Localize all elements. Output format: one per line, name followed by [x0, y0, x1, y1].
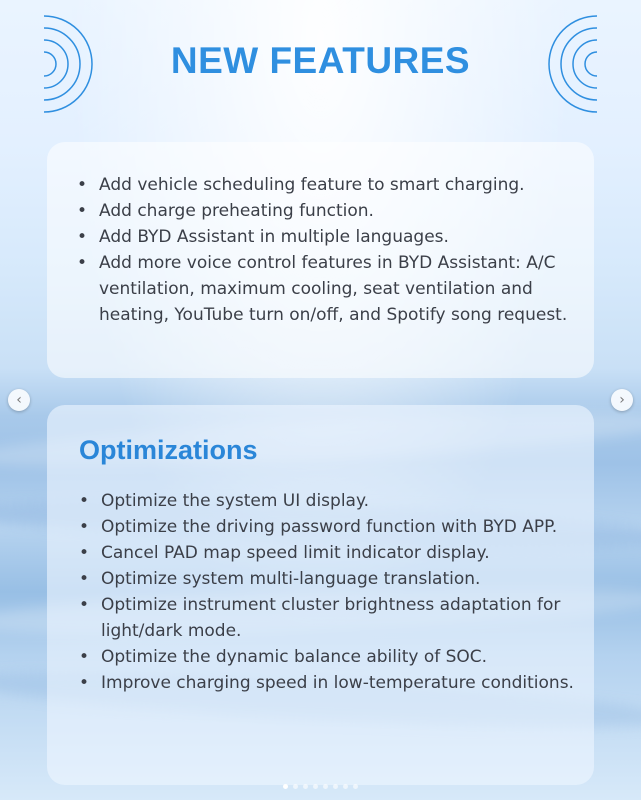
carousel-dot[interactable]	[333, 784, 338, 789]
chevron-right-icon: ›	[619, 392, 625, 408]
chevron-left-icon: ‹	[16, 392, 22, 408]
list-item: • Optimize the system UI display.	[79, 488, 574, 514]
list-item: • Add vehicle scheduling feature to smart charging.	[77, 172, 574, 198]
new-features-card	[47, 142, 594, 378]
optimizations-list	[79, 488, 574, 696]
list-item: • Add charge preheating function.	[77, 198, 574, 224]
list-item: • Optimize the driving password function with BYD APP.	[79, 514, 574, 540]
carousel-dot[interactable]	[343, 784, 348, 789]
carousel-prev-button[interactable]	[8, 389, 30, 411]
carousel-dot[interactable]	[313, 784, 318, 789]
carousel-dot[interactable]	[283, 784, 288, 789]
page-title: NEW FEATURES	[170, 40, 471, 81]
list-item: • Optimize instrument cluster brightness adaptation for light/dark mode.	[79, 592, 574, 644]
list-item: • Optimize system multi-language translation.	[79, 566, 574, 592]
carousel-dot[interactable]	[303, 784, 308, 789]
list-item: • Add BYD Assistant in multiple languages.	[77, 224, 574, 250]
list-item: • Optimize the dynamic balance ability of SOC.	[79, 644, 574, 670]
list-item: • Cancel PAD map speed limit indicator display.	[79, 540, 574, 566]
list-item: • Improve charging speed in low-temperature conditions.	[79, 670, 574, 696]
new-features-list	[77, 172, 574, 328]
carousel-pagination	[0, 784, 641, 789]
carousel-dot[interactable]	[293, 784, 298, 789]
optimizations-card	[47, 405, 594, 785]
optimizations-heading: Optimizations	[79, 435, 258, 465]
carousel-dot[interactable]	[323, 784, 328, 789]
list-item: • Add more voice control features in BYD Assistant: A/C ventilation, maximum cooling, seat ventilation and heating, YouTube turn on/off, and Spotify song request.	[77, 250, 574, 328]
carousel-dot[interactable]	[353, 784, 358, 789]
carousel-next-button[interactable]	[611, 389, 633, 411]
